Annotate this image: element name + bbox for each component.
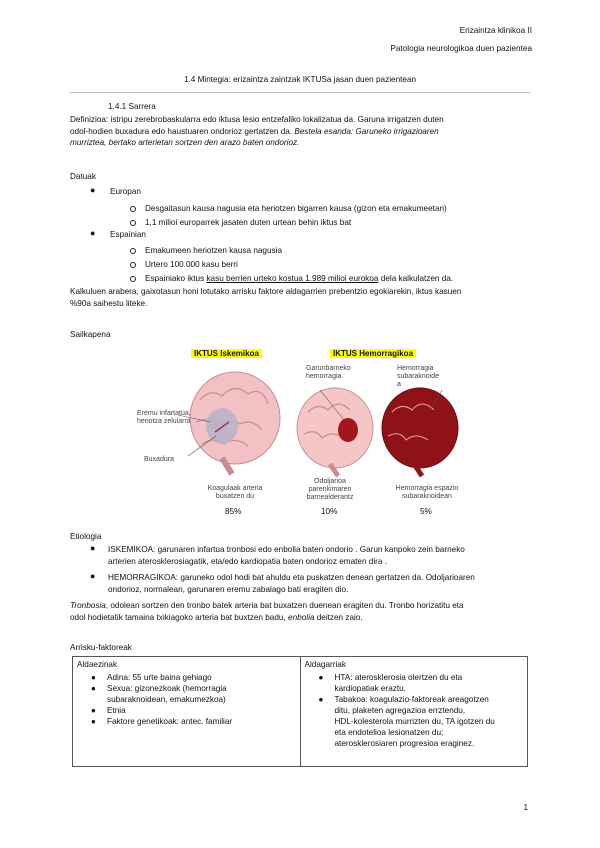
list-item: Desgaitasun kausa nagusia eta heriotzen bigarren kausa (gizon eta emakumeetan) [145, 204, 447, 213]
list-item-espainian: Espainian [110, 230, 146, 239]
definition-label: Definizioa: [70, 115, 109, 124]
subarachnoid-label: Hemorragia subaraknoide a [397, 365, 440, 388]
intracerebral-label: Garunbarneko hemorragia [306, 365, 351, 380]
definition-italic-1: Bestela esanda: Garuneko irrigazioaren [294, 126, 439, 136]
thrombosis-paragraph [70, 600, 530, 623]
list-item-continuation: HDL-kolesterola murrizten du, TA igotzen du [334, 717, 495, 726]
header-course: Erizaintza klinikoa II [459, 26, 532, 35]
cost-underlined: kasu berrien urteko kostua 1.989 milioi eurokoa [206, 274, 379, 283]
sub-bullet [130, 206, 136, 212]
cost-post: dela kalkulatzen da. [378, 274, 454, 283]
intracerebral-hemorrhage-brain-image [297, 388, 373, 476]
embolism-word: enbolia [288, 612, 315, 622]
definition-paragraph [70, 114, 530, 149]
subarachnoid-percentage: 5% [420, 507, 432, 516]
list-item: ● Etnia [91, 706, 126, 715]
list-item-continuation: subaraknoidean, emakumezkoa) [107, 695, 226, 704]
heading-arrisku: Arrisku-faktoreak [70, 643, 132, 652]
list-item: ● Tabakoa: koagulazio-faktoreak areagotzen [318, 695, 489, 704]
thrombosis-text-2: odol hodietatik tamaina txikiagoko arteria bat buxtzen badu, [70, 612, 289, 622]
list-item: ● Faktore genetikoak: antec. familiar [91, 717, 233, 726]
hemorrhagic-etiology [108, 572, 530, 595]
list-item-continuation: eta endotelioa lesionatzen du; [334, 728, 444, 737]
title-divider [70, 92, 530, 93]
definition-text-1: istripu zerebrobaskularra edo iktusa lesio entzefaliko lokalizatua da. Garuna irrigatzen duten [108, 115, 444, 124]
list-item-continuation: aterosklerosiaren progresioa eraginez. [334, 739, 475, 748]
occlusion-label: Buxadura [144, 456, 174, 463]
cost-pre: Espainiako iktus [145, 274, 207, 283]
bullet-dot: ● [90, 228, 96, 238]
hemorrhagic-title: IKTUS Hemorragikoa [330, 348, 416, 359]
ischemic-caption: Koagulaak arteria buxatzen du [207, 485, 263, 500]
sub-bullet [130, 276, 136, 282]
definition-text-2: odol-hodien buxadura edo haustuaren ondorioz gertatzen da. [70, 126, 295, 136]
ischemic-etiology [108, 544, 530, 567]
list-item: 1,1 milioi europarrek jasaten duten urtean behin iktus bat [145, 218, 352, 227]
ischemic-brain-image [178, 372, 280, 474]
list-item: ● HTA: aterosklerosia olertzen du eta [318, 673, 463, 682]
subarachnoid-hemorrhage-brain-image [382, 388, 458, 476]
list-item: Emakumeen heriotzen kausa nagusia [145, 246, 282, 255]
bullet-dot: ● [90, 185, 96, 195]
modifiable-title: Aldagarriak [304, 660, 346, 669]
list-item-europan: Europan [110, 187, 141, 196]
calc-line-2: %90a saihestu liteke. [70, 298, 148, 308]
intracerebral-percentage: 10% [321, 507, 338, 516]
list-item: ● Adina: 55 urte baina gehiago [91, 673, 212, 682]
list-item: Urtero 100.000 kasu berri [145, 260, 238, 269]
infarct-label: Eremu infartatua, heriotza zelularra [137, 410, 191, 425]
intracerebral-caption: Odoljarioa parenkimaren barnealderantz [306, 478, 354, 501]
non-modifiable-cell [73, 657, 301, 767]
list-item-continuation: ditu, plaketen agregazioa errztendu, [334, 706, 466, 715]
heading-sailkapena: Sailkapena [70, 330, 111, 339]
thrombosis-text: , odolean sortzen den tronbo batek arteria bat buxatzen duenean eragiten du. Tronbo horizatitu eta [105, 601, 464, 610]
sub-bullet [130, 220, 136, 226]
sub-bullet [130, 262, 136, 268]
list-item-continuation: kardiopatiak eraztu. [334, 684, 406, 693]
ischemic-line-1: ISKEMIKOA: garunaren infartua tronbosi edo enbolia baten ondorio . Garun kanpoko zein barneko [108, 545, 465, 554]
heading-datuak: Datuak [70, 172, 96, 181]
thrombosis-word: Tronbosia [70, 601, 106, 610]
risk-factors-table [72, 656, 528, 767]
header-topic: Patologia neurologikoa duen pazientea [390, 44, 532, 53]
ischemic-title: IKTUS Iskemikoa [191, 348, 262, 359]
ischemic-percentage: 85% [225, 507, 242, 516]
heading-etiologia: Etiologia [70, 532, 102, 541]
page-title: 1.4 Mintegia: erizaintza zaintzak IKTUSa jasan duen pazientean [183, 75, 417, 84]
calc-line-1: Kalkuluen arabera, gaixotasun honi lotutako arrisku faktore aldagarrien prebentzio egokiarekin, iktus kasuen [70, 287, 462, 296]
definition-italic-2: murriztea, bertako arterietan sortzen den arazo baten ondorioz. [70, 138, 300, 147]
bullet-dot: ● [90, 543, 96, 553]
hemorrhagic-line-1: HEMORRAGIKOA: garuneko odol hodi bat ahuldu eta puskatzen denean gertatzen da. Odoljarioaren [108, 573, 475, 582]
non-modifiable-title: Aldaezinak [77, 660, 118, 669]
ischemic-line-2: arterien aterosklerosiagatik, eta/edo kardiopatia baten ondorioz ematen dira . [108, 556, 387, 566]
bullet-dot: ● [90, 571, 96, 581]
sub-bullet [130, 248, 136, 254]
list-item-cost [145, 273, 453, 284]
list-item: ● Sexua: gizonezkoak (hemorragia [91, 684, 227, 693]
calculation-paragraph [70, 286, 530, 309]
hemorrhagic-line-2: ondorioz, normalean, garunaren eremu zabalago bati eragiten dio. [108, 584, 349, 594]
modifiable-cell [300, 657, 528, 767]
subarachnoid-caption: Hemorragia espazio subaraknoidean [395, 485, 459, 500]
thrombosis-text-3: deitzen zaio. [314, 612, 363, 622]
heading-sarrera: 1.4.1 Sarrera [108, 102, 156, 111]
page-number: 1 [523, 803, 528, 812]
